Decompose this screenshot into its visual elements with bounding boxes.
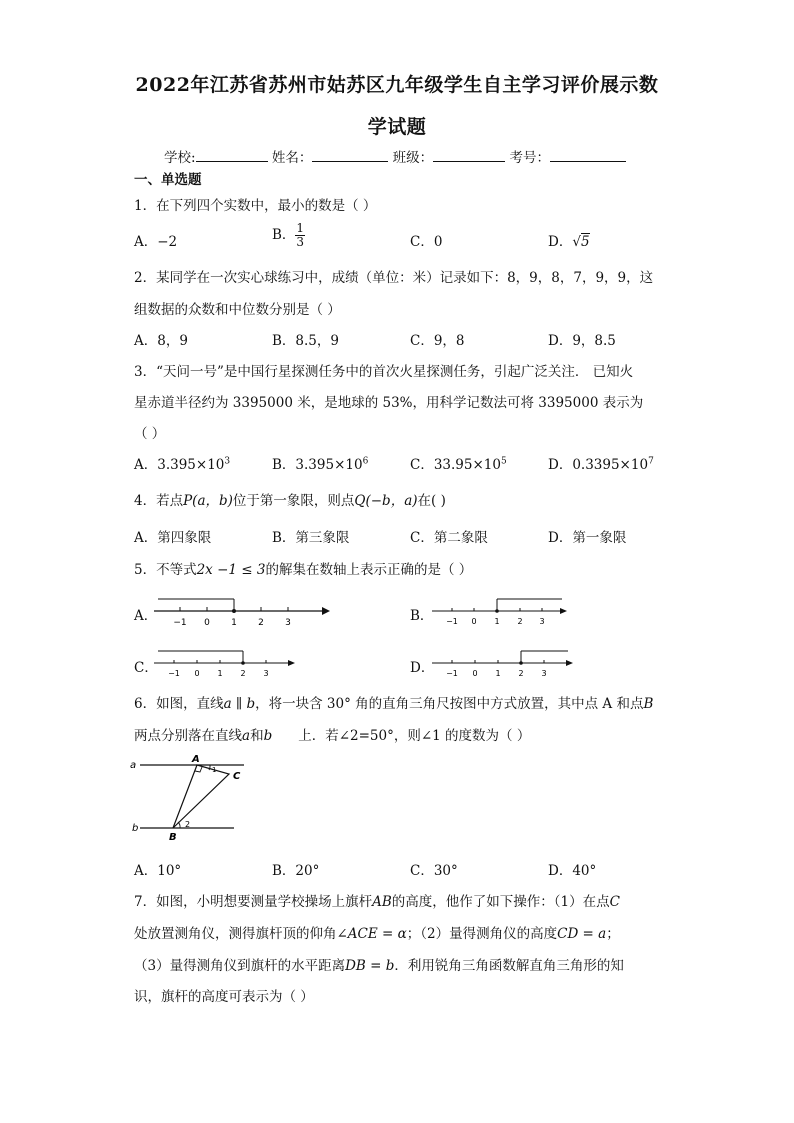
title-line-2: 学试题 [367,116,427,138]
q3-c-base: C．33.95×10 [410,457,501,473]
q7-stem-1b: 的高度，他作了如下操作：（1）在点 [391,894,610,910]
q1-option-b-label: B． [272,227,296,243]
q2-option-c[interactable]: C．9，8 [410,333,465,349]
q3-b-exp: 6 [362,456,369,467]
q4-option-d[interactable]: D．第一象限 [548,530,627,546]
q4-stem [134,489,446,509]
q5-number-line-b [430,594,570,628]
tick-label: 2 [517,617,523,626]
title-line-1: 2022年江苏省苏州市姑苏区九年级学生自主学习评价展示数 [135,74,659,96]
name-blank[interactable] [312,149,388,162]
label-a: a [130,760,137,771]
q5-option-d[interactable]: D． [410,660,435,676]
q7-cd: CD = a [557,926,607,942]
q1-option-c[interactable]: C．0 [410,234,443,250]
q6-stem-1b: ，将一块含 30° 角的直角三角尺按图中方式放置，其中点 A 和点 [255,696,644,712]
label-B: B [169,832,177,843]
q5-option-b[interactable]: B． [410,608,434,624]
q2-option-b[interactable]: B．8.5，9 [272,333,339,349]
tick-label: −1 [173,618,187,628]
q3-option-c[interactable] [410,453,507,473]
tick-label: 2 [518,669,524,678]
fraction-denominator: 3 [296,235,305,249]
q1-option-d[interactable] [548,230,590,250]
tick-label: 2 [258,618,264,628]
q7-point-c: C [609,894,620,910]
q4-option-a[interactable]: A．第四象限 [134,530,212,546]
tick-label: 0 [204,618,210,628]
q4-stem-b: 位于第一象限，则点 [232,493,355,509]
q5-number-line-c [152,646,300,680]
tick-label: 1 [495,669,501,678]
q2-option-a[interactable]: A．8，9 [134,333,188,349]
q4-point-p: P(a，b) [183,493,233,509]
name-label: 姓名： [271,150,313,166]
q4-stem-a: 4．若点 [134,493,184,509]
angle-2-arc [178,822,180,828]
class-blank[interactable] [433,149,505,162]
label-A: A [192,754,200,765]
q3-d-base: D．0.3395×10 [548,457,649,473]
q3-a-base: A．3.395×10 [134,457,225,473]
q7-stem-4: 识，旗杆的高度可表示为（ ） [134,989,314,1005]
triangle [173,765,229,828]
tick-label: 1 [217,669,223,678]
q6-option-c[interactable]: C．30° [410,863,458,879]
q6-option-b[interactable]: B．20° [272,863,320,879]
q7-stem-2c: ； [606,926,620,942]
q6-option-d[interactable]: D．40° [548,863,597,879]
q1-stem: 1．在下列四个实数中，最小的数是（ ） [134,198,377,214]
q7-stem-3 [134,954,624,974]
q3-option-d[interactable] [548,453,654,473]
q1-fraction [295,222,305,249]
q6-line-b: b [263,728,273,744]
q7-ab: AB [372,894,392,910]
q7-stem-2b: ；（2）量得测角仪的高度 [406,926,558,942]
tick-label: 3 [263,669,269,678]
q6-line-a: a [242,728,251,744]
q6-stem-2b: 上．若∠2=50°，则∠1 的度数为（ ） [298,728,531,744]
exam-no-label: 考号： [509,150,550,166]
q6-stem-1 [134,692,653,712]
q3-a-exp: 3 [224,456,231,467]
section-single-choice: 一、单选题 [134,172,202,188]
q3-stem-1: 3．“天问一号”是中国行星探测任务中的首次火星探测任务，引起广泛关注． 已知火 [134,364,634,380]
sqrt-icon: √ [572,234,581,250]
tick-label: 0 [471,617,477,626]
q7-db: DB = b [345,958,395,974]
q6-stem-2 [134,724,530,744]
q1-option-a[interactable]: A．−2 [134,234,178,250]
q6-parallel: a ∥ b [223,696,256,712]
fraction-numerator: 1 [296,221,305,235]
q4-option-b[interactable]: B．第三象限 [272,530,350,546]
q3-b-base: B．3.395×10 [272,457,363,473]
info-line [164,146,626,166]
q6-stem-1a: 6．如图，直线 [134,696,224,712]
q5-stem [134,558,472,578]
tick-label: 1 [494,617,500,626]
q7-stem-2a: 处放置测角仪，测得旗杆顶的仰角 [134,926,337,942]
tick-label: 2 [240,669,246,678]
q6-point-b: B [643,696,654,712]
q5-inequality: 2x −1 ≤ 3 [196,562,266,578]
label-1: 1 [212,766,217,774]
school-label: 学校: [164,150,196,166]
q5-option-c[interactable]: C． [134,660,158,676]
q4-stem-c: 在( ) [417,493,446,509]
q3-option-b[interactable] [272,453,368,473]
q1-option-b[interactable] [272,222,305,249]
tick-label: 0 [194,669,200,678]
q5-stem-a: 5．不等式 [134,562,197,578]
q7-stem-1 [134,890,620,910]
tick-label: 3 [285,618,291,628]
q7-stem-2 [134,922,620,942]
tick-label: −1 [168,669,180,678]
q3-option-a[interactable] [134,453,230,473]
sqrt-radicand: 5 [580,234,590,250]
q6-stem-2a: 两点分别落在直线 [134,728,242,744]
q7-stem-3a: （3）量得测角仪到旗杆的水平距离 [134,958,346,974]
label-C: C [233,771,241,782]
q4-option-c[interactable]: C．第二象限 [410,530,488,546]
label-2: 2 [185,820,191,829]
q5-stem-b: 的解集在数轴上表示正确的是（ ） [265,562,473,578]
tick-label: 3 [539,617,545,626]
q6-figure [128,752,252,844]
tick-label: −1 [446,669,458,678]
q6-option-a[interactable]: A．10° [134,863,182,879]
exam-no-blank[interactable] [550,149,626,162]
tick-label: −1 [446,617,458,626]
class-label: 班级： [392,150,434,166]
label-b: b [132,823,139,834]
q7-stem-1a: 7．如图，小明想要测量学校操场上旗杆 [134,894,373,910]
q2-option-d[interactable]: D．9，8.5 [548,333,616,349]
q7-angle-ace: ∠ACE = α [336,926,407,942]
q5-number-line-a [152,592,332,630]
tick-label: 0 [472,669,478,678]
q3-stem-3: （ ） [134,426,166,442]
q4-point-q: Q(−b，a) [354,493,418,509]
tick-label: 3 [541,669,547,678]
q3-d-exp: 7 [648,456,654,467]
q1-option-d-label: D． [548,234,573,250]
q2-stem-1: 2．某同学在一次实心球练习中，成绩（单位：米）记录如下：8，9，8，7，9，9，这 [134,270,654,286]
q7-stem-3b: ．利用锐角三角函数解直角三角形的知 [394,958,624,974]
q5-number-line-d [430,646,578,680]
tick-label: 1 [231,618,237,628]
school-blank[interactable] [196,149,268,162]
q3-stem-2: 星赤道半径约为 3395000 米，是地球的 53%，用科学记数法可将 3395000 表示为 [134,395,644,411]
q3-c-exp: 5 [500,456,507,467]
q6-and: 和 [250,728,264,744]
q5-option-a[interactable]: A． [134,608,158,624]
q2-stem-2: 组数据的众数和中位数分别是（ ） [134,302,341,318]
